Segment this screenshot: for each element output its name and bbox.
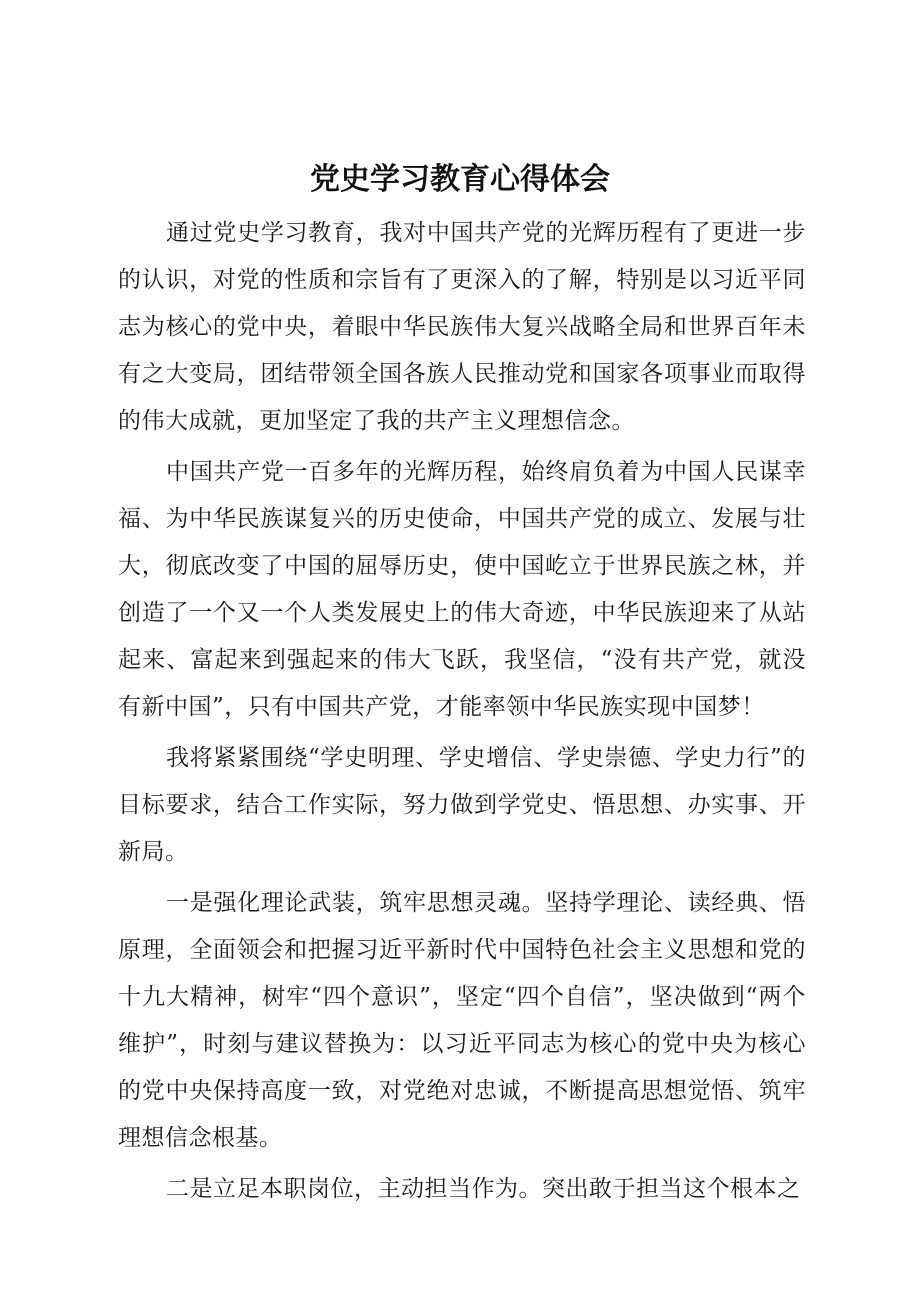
paragraph-5: 二是立足本职岗位，主动担当作为。突出敢于担当这个根本之 bbox=[166, 1176, 801, 1202]
paragraph-3: 我将紧紧围绕“学史明理、学史增信、学史崇德、学史力行”的目标要求，结合工作实际，努力做到学党史、悟思想、办实事、开新局。 bbox=[118, 745, 806, 865]
paragraph-2: 中国共产党一百多年的光辉历程，始终肩负着为中国人民谋幸福、为中华民族谋复兴的历史使命，中国共产党的成立、发展与壮大，彻底改变了中国的屈辱历史，使中国屹立于世界民族之林，并创造了一个又一个人类发展史上的伟大奇迹，中华民族迎来了从站起来、富起来到强起来的伟大飞跃，我坚信，“没有共产党，就没有新中国”，只有中国共产党，才能率领中华民族实现中国梦！ bbox=[118, 459, 806, 720]
document-title: 党史学习教育心得体会 bbox=[310, 162, 610, 197]
document-body bbox=[118, 210, 806, 1217]
paragraph-1: 通过党史学习教育，我对中国共产党的光辉历程有了更进一步的认识，对党的性质和宗旨有了更深入的了解，特别是以习近平同志为核心的党中央，着眼中华民族伟大复兴战略全局和世界百年未有之大变局，团结带领全国各族人民推动党和国家各项事业而取得的伟大成就，更加坚定了我的共产主义理想信念。 bbox=[118, 220, 806, 434]
paragraph-4: 一是强化理论武装，筑牢思想灵魂。坚持学理论、读经典、悟原理，全面领会和把握习近平新时代中国特色社会主义思想和党的十九大精神，树牢“四个意识”，坚定“四个自信”，坚决做到“两个维护”，时刻与建议替换为：以习近平同志为核心的党中央为核心的党中央保持高度一致，对党绝对忠诚，不断提高思想觉悟、筑牢理想信念根基。 bbox=[118, 890, 806, 1151]
